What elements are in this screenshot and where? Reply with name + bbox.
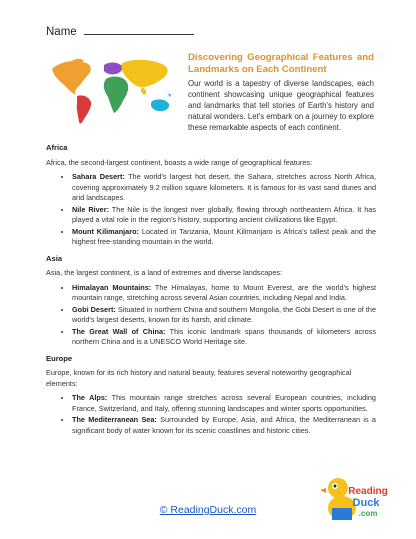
feature-list [46,393,376,436]
list-item [72,327,376,348]
name-label: Name [46,26,77,38]
feature-text: This mountain range stretches across several European countries, including France, Switzerland, and Italy, offering stunning landscapes and winter sports opportunities. [72,393,376,413]
list-item [72,205,376,226]
feature-text: The world's largest hot desert, the Sahara, stretches across North Africa, covering approximately 9.2 million square kilometers. It is famous for its vast sand dunes and arid landscapes. [72,172,376,202]
feature-text: Situated in northern China and southern Mongolia, the Gobi Desert is one of the world's largest deserts, known for its harsh, arid climate. [72,304,376,324]
feature-text: Surrounded by Europe, Asia, and Africa, the Mediterranean is a significant body of water known for its scenic coastlines and historic cities. [72,415,376,435]
feature-term: Gobi Desert: [72,304,116,314]
feature-term: Nile River: [72,204,109,214]
feature-term: The Great Wall of China: [72,326,166,336]
list-item [72,393,376,414]
feature-text: The Nile is the longest river globally, flowing through northeastern Africa. It has played a vital role in the region's history, supporting ancient civilizations like Egypt. [72,204,376,224]
reading-duck-logo [320,470,388,528]
feature-term: Mount Kilimanjaro: [72,226,139,236]
feature-term: The Alps: [72,393,108,402]
world-map-image [46,55,178,127]
feature-term: The Mediterranean Sea: [72,415,157,424]
section-intro: Europe, known for its rich history and natural beauty, features several noteworthy geographical elements: [46,368,352,388]
worksheet-title: Discovering Geographical Features and Landmarks on Each Continent [188,52,374,75]
list-item [72,305,376,326]
feature-text: This iconic landmark spans thousands of kilometers across northern China and is a UNESCO World Heritage site. [72,326,376,346]
section-heading: Africa [46,143,68,152]
feature-text: Located in Tanzania, Mount Kilimanjaro is Africa's tallest peak and the highest free-standing mountain in the world. [72,226,377,246]
feature-text: The Himalayas, home to Mount Everest, are the world's highest mountain range, stretching across several Asian countries, including Nepal and India. [72,282,376,302]
feature-list [46,172,376,248]
list-item [72,227,376,248]
section-intro: Africa, the second-largest continent, boasts a wide range of geographical features: [46,157,313,167]
section-europe [46,354,376,437]
feature-list [46,283,376,348]
site-link[interactable]: © ReadingDuck.com [159,504,257,516]
logo-text-line-3: .com [358,509,378,518]
section-africa [46,143,376,248]
section-heading: Asia [46,253,63,263]
feature-term: Himalayan Mountains: [72,282,152,292]
section-intro: Asia, the largest continent, is a land of extremes and diverse landscapes: [46,268,283,277]
name-field-row [46,25,194,38]
list-item [72,172,376,204]
section-asia [46,254,376,348]
section-heading: Europe [46,353,73,363]
name-write-line [84,25,194,35]
content-body [46,143,376,442]
logo-text-line-1: Reading [348,486,388,497]
feature-term: Sahara Desert: [72,172,125,181]
logo-text-line-2: Duck [352,497,380,509]
list-item [72,283,376,304]
list-item [72,415,376,436]
intro-paragraph: Our world is a tapestry of diverse landscapes, each continent showcasing unique geographical features and landmarks that tell stories of Earth's history and natural wonders. Let's embark on a journey to explore these remarkable aspects of each continent. [188,79,374,132]
